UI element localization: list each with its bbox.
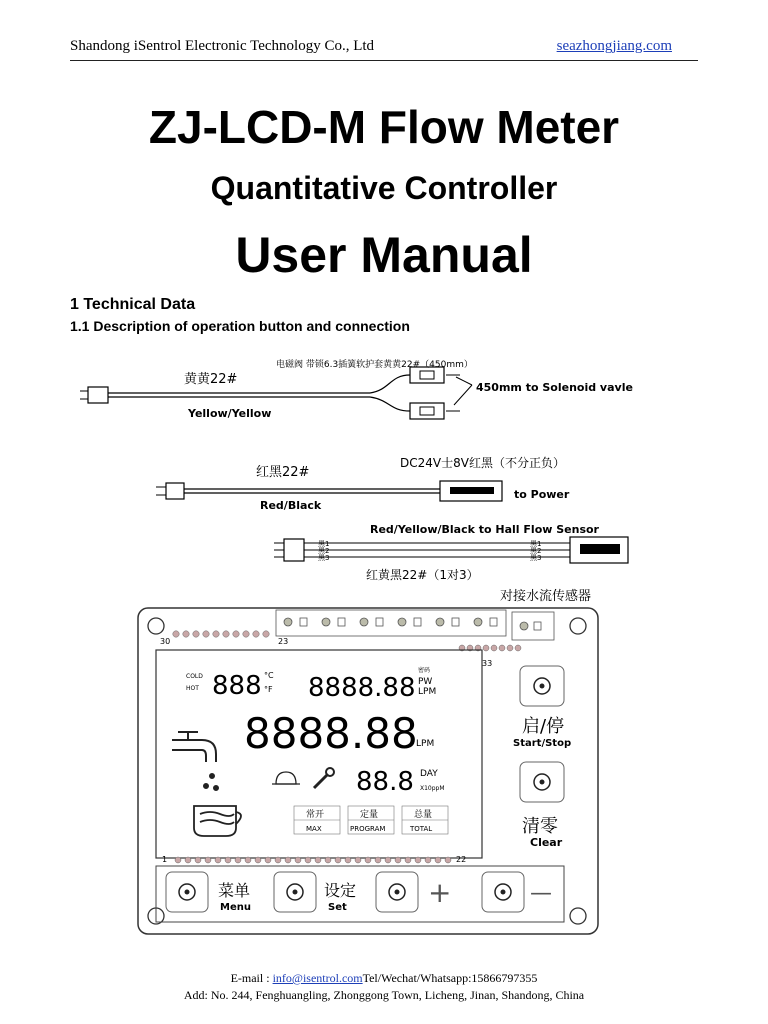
celsius-label: °C xyxy=(264,671,274,680)
valve-note-en: 450mm to Solenoid vavle xyxy=(476,381,633,394)
day-digits: 88.8 xyxy=(356,767,414,797)
clear-button[interactable] xyxy=(520,762,564,802)
menu-label-cn: 菜单 xyxy=(218,881,251,900)
terminal-block xyxy=(276,610,554,640)
power-cable xyxy=(156,481,502,501)
power-label-en: Red/Black xyxy=(260,499,322,512)
page-header xyxy=(70,36,698,61)
pin-3-left: 黑3 xyxy=(318,554,330,562)
title-line-2: Quantitative Controller xyxy=(210,170,558,206)
pin-1-left: 黑1 xyxy=(318,540,330,548)
plus-label: + xyxy=(428,876,452,909)
clear-label-en: Clear xyxy=(530,836,563,849)
pin-label-33: 33 xyxy=(482,659,493,668)
cup-icon xyxy=(194,806,241,836)
pin-label-22: 22 xyxy=(456,855,467,864)
wrench-icon xyxy=(314,768,334,788)
clear-label-cn: 清零 xyxy=(522,816,558,837)
set-label-cn: 设定 xyxy=(324,881,357,900)
mode-total-cn: 总量 xyxy=(414,810,433,820)
set-label-en: Set xyxy=(328,902,347,913)
mode-program-cn: 定量 xyxy=(360,810,379,820)
email-link[interactable]: info@isentrol.com xyxy=(272,971,363,985)
set-button[interactable] xyxy=(274,872,316,912)
mode-max-en: MAX xyxy=(306,825,322,833)
valve-label-en: Yellow/Yellow xyxy=(188,407,272,420)
start-stop-label-cn: 启/停 xyxy=(522,716,565,737)
main-digits: 8888.88 xyxy=(244,709,418,758)
footer-address: Add: No. 244, Fenghuangling, Zhonggong Town, Licheng, Jinan, Shandong, China xyxy=(183,988,585,1002)
subsection-heading: 1.1 Description of operation button and connection xyxy=(70,318,410,334)
mode-total-en: TOTAL xyxy=(410,825,433,833)
power-note-en: to Power xyxy=(514,488,570,501)
pw-label: PW xyxy=(418,677,433,687)
pin-label-1: 1 xyxy=(162,855,168,864)
ppm-label: X10ppM xyxy=(420,785,445,792)
sensor-note-cn: 对接水流传感器 xyxy=(500,589,592,604)
temp-digits: 888 xyxy=(212,671,262,701)
mount-hole-icon xyxy=(148,618,164,634)
fahrenheit-label: °F xyxy=(264,685,273,694)
power-note-cn: DC24V士8V红黑（不分正负） xyxy=(400,456,565,470)
lpm-top-label: LPM xyxy=(418,687,437,697)
company-name: Shandong iSentrol Electronic Technology Co., Ltd xyxy=(70,38,375,54)
hot-label: HOT xyxy=(186,685,199,692)
code-label-cn: 密码 xyxy=(418,667,431,674)
bell-icon xyxy=(272,772,300,784)
valve-cable xyxy=(80,367,472,419)
minus-label: — xyxy=(530,881,552,906)
pin-2-right: 黑2 xyxy=(530,547,542,555)
wiring-diagram xyxy=(70,345,670,605)
top-digits: 8888.88 xyxy=(308,673,416,703)
cold-label: COLD xyxy=(186,673,203,680)
faucet-icon xyxy=(172,732,218,790)
phone-text: Tel/Wechat/Whatsapp:15866797355 xyxy=(362,971,538,985)
top-pin-row xyxy=(173,631,269,637)
sensor-note-en: Red/Yellow/Black to Hall Flow Sensor xyxy=(370,523,599,536)
valve-note-cn: 电磁阀 带锁6.3插簧软护套黄黄22#（450mm） xyxy=(276,360,473,370)
minus-button[interactable] xyxy=(482,872,524,912)
title-line-1: ZJ-LCD-M Flow Meter xyxy=(148,101,620,153)
pin-2-left: 黑2 xyxy=(318,547,330,555)
mode-max-cn: 常开 xyxy=(306,810,325,820)
lpm-main-label: LPM xyxy=(416,739,435,749)
valve-label-cn: 黄黄22# xyxy=(184,372,238,387)
mount-hole-icon xyxy=(570,618,586,634)
lcd-controller-board xyxy=(130,600,606,940)
section-heading: 1 Technical Data xyxy=(70,296,196,313)
pin-3-right: 黑3 xyxy=(530,554,542,562)
title-line-3: User Manual xyxy=(235,227,533,283)
start-stop-label-en: Start/Stop xyxy=(513,738,572,749)
start-stop-button[interactable] xyxy=(520,666,564,706)
pin-1-right: 黑1 xyxy=(530,540,542,548)
pin-label-30: 30 xyxy=(160,637,171,646)
menu-button[interactable] xyxy=(166,872,208,912)
sensor-label-cn: 红黄黑22#（1对3） xyxy=(366,568,479,582)
email-label: E-mail : xyxy=(230,971,273,985)
day-label: DAY xyxy=(420,769,438,779)
mode-program-en: PROGRAM xyxy=(350,825,386,833)
mount-hole-icon xyxy=(570,908,586,924)
power-label-cn: 红黑22# xyxy=(256,465,310,480)
footer-contact xyxy=(0,971,768,986)
pin-label-23: 23 xyxy=(278,637,289,646)
website-link[interactable]: seazhongjiang.com xyxy=(556,38,672,54)
menu-label-en: Menu xyxy=(220,902,251,913)
plus-button[interactable] xyxy=(376,872,418,912)
